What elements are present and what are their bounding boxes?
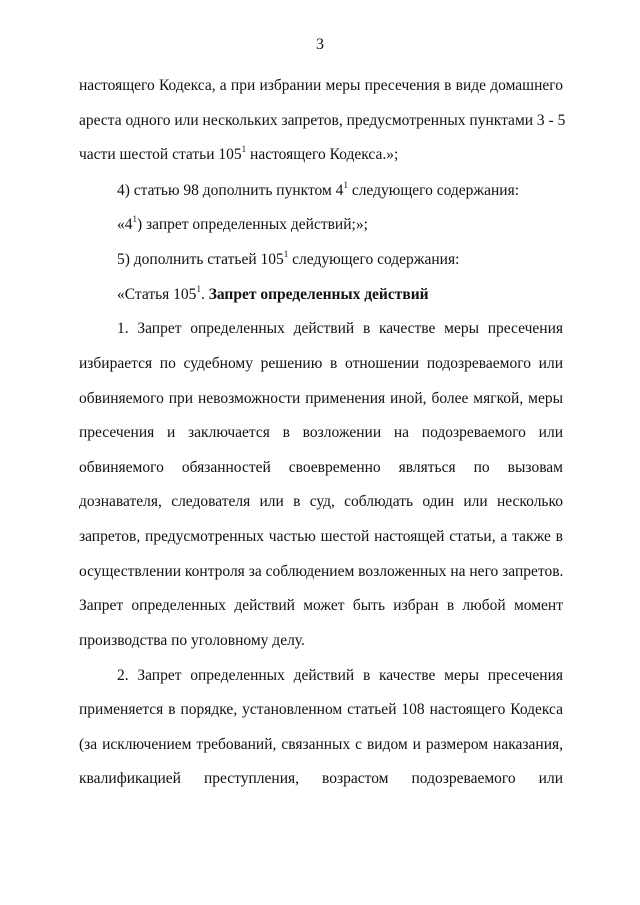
text-line: 2. Запрет определенных действий в качестве меры пресечения — [117, 667, 563, 684]
article-heading: «Статья $105^1$. Запрет определенных действий — [117, 283, 429, 303]
text-line: 1. Запрет определенных действий в качестве меры пресечения — [117, 320, 563, 337]
page-number: 3 — [316, 36, 324, 53]
text-line: запретов, предусмотренных частью шестой настоящей статьи, а также в — [79, 528, 563, 545]
list-item: 5) дополнить статьей $105^1$ следующего содержания: — [117, 248, 460, 268]
text-line: ареста одного или нескольких запретов, предусмотренных пунктами 3 - 5 — [79, 112, 566, 129]
text-line: осуществлении контроля за соблюдением возложенных на него запретов. — [79, 563, 564, 580]
list-item: 4) статью 98 дополнить пунктом $4^1$ следующего содержания: — [117, 179, 520, 199]
text-line: части шестой статьи $105^1$ настоящего Кодекса.»; — [79, 143, 399, 163]
text-line: Запрет определенных действий может быть избран в любой момент — [79, 597, 563, 614]
text-line: (за исключением требований, связанных с видом и размером наказания, — [79, 736, 563, 753]
text-line: пресечения и заключается в возложении на подозреваемого или — [79, 424, 563, 441]
text-line: производства по уголовному делу. — [79, 632, 305, 649]
text-line: настоящего Кодекса, а при избрании меры пресечения в виде домашнего — [79, 77, 563, 94]
text-line: квалификацией преступления, возрастом подозреваемого или — [79, 770, 563, 787]
text-line: обвиняемого обязанностей своевременно являться по вызовам — [79, 459, 563, 476]
text-line: избирается по судебному решению в отношении подозреваемого или — [79, 355, 563, 372]
text-line: применяется в порядке, установленном статьей 108 настоящего Кодекса — [79, 701, 563, 718]
text-line: дознавателя, следователя или в суд, соблюдать один или несколько — [79, 493, 563, 510]
list-item: «$4^1$) запрет определенных действий;»; — [117, 213, 368, 233]
text-line: обвиняемого при невозможности применения иной, более мягкой, меры — [79, 390, 563, 407]
